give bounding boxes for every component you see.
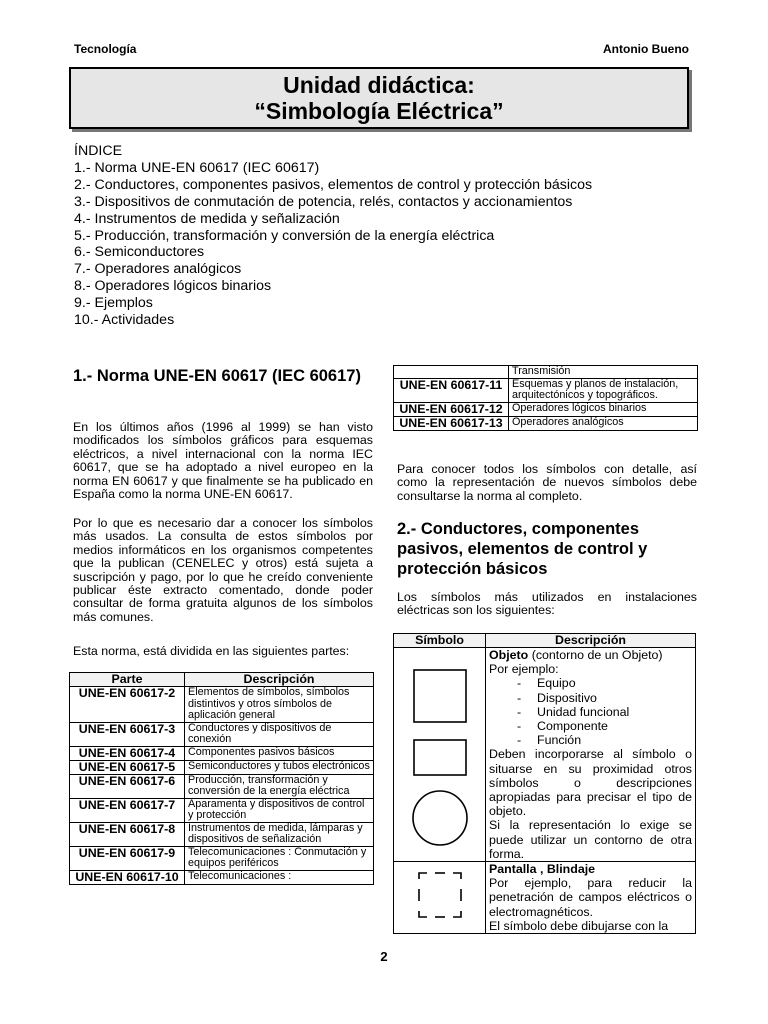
part-cell: UNE-EN 60617-8 — [70, 822, 185, 846]
table-row — [394, 378, 698, 402]
symbol-cell-shield — [394, 862, 486, 934]
section1-body-2 — [73, 517, 373, 624]
part-cell: UNE-EN 60617-10 — [70, 870, 185, 884]
table-row — [394, 862, 696, 934]
object-outline-symbols — [399, 652, 481, 852]
parts-table-continued — [393, 365, 698, 431]
part-cell: UNE-EN 60617-3 — [70, 722, 185, 746]
desc-cell: Semiconductores y tubos electrónicos — [185, 760, 374, 774]
object-text: Deben incorporarse al símbolo o situarse en su proximidad otros símbolos o descripciones apropiadas para precisar el tipo de objeto. — [489, 747, 692, 819]
desc-cell: Aparamenta y dispositivos de control y protección — [185, 798, 374, 822]
desc-cell: Instrumentos de medida, lámparas y dispositivos de señalización — [185, 822, 374, 846]
part-cell: UNE-EN 60617-7 — [70, 798, 185, 822]
section2-body — [397, 591, 697, 618]
shield-text: Por ejemplo, para reducir la penetración de campos eléctricos o electromagnéticos. — [489, 876, 692, 919]
object-text-2: Si la representación lo exige se puede utilizar un contorno de otra forma. — [489, 818, 692, 861]
table-row — [70, 687, 374, 723]
object-title: Objeto — [489, 648, 529, 662]
table-row — [394, 366, 698, 379]
object-intro: Por ejemplo: — [489, 662, 559, 677]
symbol-table — [393, 633, 696, 934]
object-title-rest: (contorno de un Objeto) — [528, 648, 663, 662]
toc-item: 9.- Ejemplos — [74, 295, 153, 312]
section1-paragraph-2: Por lo que es necesario dar a conocer los símbolos más usados. La consulta de estos símbolos por medios informáticos en los organismos competentes que la publican (CENELEC y otros) está sujeta a suscripción y pago, por lo que he creído conveniente publicar éste extracto comentado, donde poder consultar de forma gratuita algunos de los símbolos más comunes. — [73, 516, 373, 624]
symbol-header-symbol: Símbolo — [394, 634, 486, 648]
part-cell: UNE-EN 60617-2 — [70, 687, 185, 723]
part-cell: UNE-EN 60617-4 — [70, 746, 185, 760]
shield-description — [486, 862, 696, 934]
list-item: - Dispositivo — [517, 691, 692, 705]
section2-heading-wrap — [397, 519, 697, 579]
section2-heading: 2.- Conductores, componentes pasivos, elementos de control y protección básicos — [397, 520, 648, 578]
right-paragraph-1: Para conocer todos los símbolos con detalle, así como la representación de nuevos símbolos debe consultarse la norma al completo. — [397, 462, 697, 503]
part-cell: UNE-EN 60617-13 — [394, 416, 509, 430]
toc-heading: ÍNDICE — [74, 143, 123, 159]
object-example-list — [489, 676, 692, 747]
section1-paragraph-1: En los últimos años (1996 al 1999) se han visto modificados los símbolos gráficos para esquemas eléctricos, a nivel internacional con la norma IEC 60617, que se ha adoptado a nivel europeo en la norma EN 60617 y que finalmente se ha publicado en España como la norma UNE-EN 60617. — [73, 420, 373, 502]
toc-item: 3.- Dispositivos de conmutación de potencia, relés, contactos y accionamientos — [74, 193, 573, 210]
table-row — [70, 746, 374, 760]
table-of-contents — [74, 143, 592, 329]
table-row — [70, 722, 374, 746]
title-line-1: Unidad didáctica: — [283, 72, 475, 98]
section2-paragraph-1: Los símbolos más utilizados en instalaciones eléctricas son los siguientes: — [397, 590, 697, 618]
toc-item: 1.- Norma UNE-EN 60617 (IEC 60617) — [74, 159, 320, 176]
desc-cell: Elementos de símbolos, símbolos distintivos y otros símbolos de aplicación general — [185, 687, 374, 723]
part-cell: UNE-EN 60617-12 — [394, 402, 509, 416]
desc-cell: Operadores lógicos binarios — [509, 402, 698, 416]
desc-cell: Conductores y dispositivos de conexión — [185, 722, 374, 746]
symbol-cell-object — [394, 648, 486, 862]
circle-outline-symbol — [413, 791, 467, 845]
section1-body — [73, 421, 373, 501]
table-row — [70, 798, 374, 822]
toc-item: 5.- Producción, transformación y conversión de la energía eléctrica — [74, 227, 495, 244]
toc-item: 2.- Conductores, componentes pasivos, elementos de control y protección básicos — [74, 176, 593, 193]
toc-item: 8.- Operadores lógicos binarios — [74, 278, 272, 295]
desc-cell: Esquemas y planos de instalación, arquitectónicos y topográficos. — [509, 378, 698, 402]
list-item: - Componente — [517, 719, 692, 733]
title-box — [69, 67, 689, 129]
section1-heading-wrap — [73, 366, 373, 386]
table-row — [394, 416, 698, 430]
parts-header-desc: Descripción — [185, 673, 374, 687]
table-row — [70, 846, 374, 870]
shield-text-2: El símbolo debe dibujarse con la — [489, 918, 669, 933]
right-text — [397, 463, 697, 503]
table-row — [70, 870, 374, 884]
table-row — [70, 822, 374, 846]
toc-item: 7.- Operadores analógicos — [74, 261, 242, 278]
table-row — [70, 774, 374, 798]
table-row — [70, 760, 374, 774]
rectangle-outline-symbol — [414, 740, 466, 775]
list-item: - Unidad funcional — [517, 705, 692, 719]
list-item: - Equipo — [517, 676, 692, 690]
toc-item: 10.- Actividades — [74, 312, 175, 329]
title-line-2: “Simbología Eléctrica” — [254, 98, 504, 124]
header-subject: Tecnología — [74, 42, 137, 56]
desc-cell: Producción, transformación y conversión de la energía eléctrica — [185, 774, 374, 798]
symbol-header-desc: Descripción — [486, 634, 696, 648]
list-item: - Función — [517, 733, 692, 747]
part-cell: UNE-EN 60617-6 — [70, 774, 185, 798]
desc-cell: Telecomunicaciones : — [185, 870, 374, 884]
object-description — [486, 648, 696, 862]
square-outline-symbol — [414, 670, 466, 722]
toc-item: 6.- Semiconductores — [74, 244, 205, 261]
part-cell: UNE-EN 60617-11 — [394, 378, 509, 402]
shield-dashed-symbol — [399, 863, 481, 927]
section1-body-3 — [73, 645, 373, 658]
desc-cell: Operadores analógicos — [509, 416, 698, 430]
part-cell: UNE-EN 60617-9 — [70, 846, 185, 870]
part-cell — [394, 366, 509, 379]
table-row — [394, 402, 698, 416]
desc-cell: Transmisión — [509, 366, 698, 379]
header-author: Antonio Bueno — [603, 42, 689, 56]
shield-title: Pantalla , Blindaje — [489, 862, 596, 877]
section1-heading: 1.- Norma UNE-EN 60617 (IEC 60617) — [73, 367, 361, 385]
desc-cell: Telecomunicaciones : Conmutación y equipos periféricos — [185, 846, 374, 870]
desc-cell: Componentes pasivos básicos — [185, 746, 374, 760]
parts-header-part: Parte — [70, 673, 185, 687]
part-cell: UNE-EN 60617-5 — [70, 760, 185, 774]
parts-table — [69, 672, 374, 885]
page-number: 2 — [380, 949, 388, 964]
table-row — [394, 648, 696, 862]
toc-item: 4.- Instrumentos de medida y señalización — [74, 210, 340, 227]
section1-paragraph-3: Esta norma, está dividida en las siguientes partes: — [73, 644, 350, 658]
